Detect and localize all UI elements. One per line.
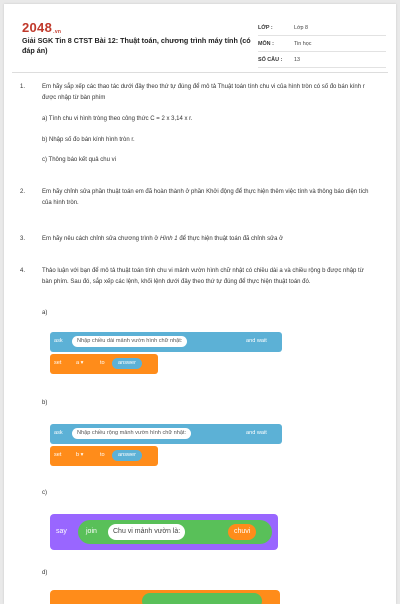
meta-row-class: LỚP : Lớp 8 xyxy=(258,20,386,36)
divider xyxy=(12,72,388,73)
block-group-a xyxy=(50,332,290,366)
doc-header xyxy=(14,12,386,64)
answer-reporter-b[interactable]: answer xyxy=(112,450,142,461)
q1-option-b: b) Nhập số đo bán kính hình tròn r. xyxy=(42,137,135,143)
document-page xyxy=(4,4,396,604)
q1-option-c: c) Thông báo kết quả chu vi xyxy=(42,157,116,163)
ask-prompt-b[interactable]: Nhập chiều rộng mảnh vườn hình chữ nhật: xyxy=(72,428,191,439)
variable-dropdown-b[interactable]: b ▾ xyxy=(76,452,84,458)
q4-label-b: b) xyxy=(42,400,48,406)
site-logo[interactable]: 2048.vn xyxy=(22,20,62,35)
q1-option-a: a) Tính chu vi hình tròng theo công thức C = 2 x 3,14 x r. xyxy=(42,116,193,122)
page-title: Giải SGK Tin 8 CTST Bài 12: Thuật toán, chương trình máy tính (có đáp án) xyxy=(22,36,251,55)
block-group-b xyxy=(50,424,290,458)
answer-reporter-a[interactable]: answer xyxy=(112,358,142,369)
q4-label-d: d) xyxy=(42,570,48,576)
join-block[interactable]: join Chu vi mảnh vườn là: chuvi xyxy=(78,520,272,544)
q4-label-a: a) xyxy=(42,310,48,316)
say-block[interactable]: say join Chu vi mảnh vườn là: chuvi xyxy=(50,514,278,550)
variable-dropdown-a[interactable]: a ▾ xyxy=(76,360,84,366)
question-4: 4. Thảo luận với bạn để mô tả thuật toán tính chu vi mảnh vườn hình chữ nhật có chiều dài a và chiều rộng b được nhập từ bàn phím. Sau đó, sắp xếp các lệnh, khối lệnh dưới đây theo thứ tự đúng để thực hiện thuật toán đó. xyxy=(20,268,364,285)
set-block-b[interactable]: set b ▾ to answer xyxy=(50,446,158,466)
meta-table xyxy=(258,20,386,68)
block-group-c xyxy=(50,514,290,534)
q4-label-c: c) xyxy=(42,490,47,496)
set-block-d[interactable] xyxy=(50,590,280,604)
question-3: 3. Em hãy nêu cách chỉnh sửa chương trình ở Hình 1 để thực hiện thuật toán đã chỉnh sửa ở xyxy=(20,236,284,242)
ask-prompt-a[interactable]: Nhập chiều dài mảnh vườn hình chữ nhật: xyxy=(72,336,187,347)
ask-block-a[interactable]: ask Nhập chiều dài mảnh vườn hình chữ nhật: and wait xyxy=(50,332,282,352)
ask-block-b[interactable]: ask Nhập chiều rộng mảnh vườn hình chữ nhật: and wait xyxy=(50,424,282,444)
meta-row-count: SỐ CÂU : 13 xyxy=(258,52,386,68)
operator-block-d[interactable] xyxy=(142,593,262,604)
chuvi-reporter[interactable]: chuvi xyxy=(228,524,256,540)
question-2: 2. Em hãy chỉnh sửa phần thuật toán em đã hoàn thành ở phần Khởi động để thực hiện thêm việc tính và thông báo diện tích của hình tròn. xyxy=(20,189,369,206)
meta-row-subject: MÔN : Tin học xyxy=(258,36,386,52)
join-text-input[interactable]: Chu vi mảnh vườn là: xyxy=(108,524,185,540)
question-1: 1. Em hãy sắp xếp các thao tác dưới đây theo thứ tự đúng để mô tả Thuật toán tính chu vi của hình tròn có số đo bán kính r được nhập từ bàn phím xyxy=(20,84,365,101)
set-block-a[interactable]: set a ▾ to answer xyxy=(50,354,158,374)
block-group-d xyxy=(50,590,290,604)
